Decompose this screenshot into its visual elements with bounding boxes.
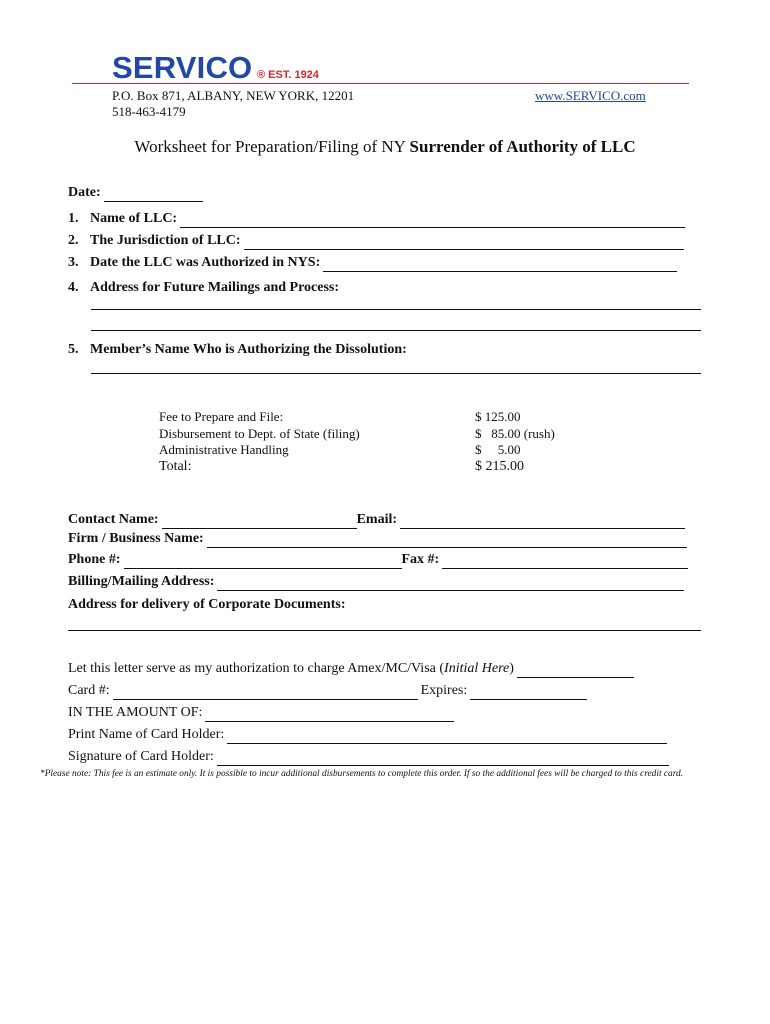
company-address: P.O. Box 871, ALBANY, NEW YORK, 12201 bbox=[112, 88, 355, 103]
delivery-address-field[interactable] bbox=[68, 596, 346, 614]
print-name-input-line[interactable] bbox=[227, 729, 667, 744]
phone-fax-row[interactable] bbox=[68, 551, 688, 569]
firm-name-label: Firm / Business Name: bbox=[68, 531, 204, 546]
card-number-label: Card #: bbox=[68, 683, 110, 698]
contact-name-label: Contact Name: bbox=[68, 512, 159, 527]
q2-number: 2. bbox=[68, 233, 79, 248]
date-label: Date: bbox=[68, 185, 101, 200]
delivery-address-line[interactable] bbox=[68, 630, 701, 631]
q3-number: 3. bbox=[68, 255, 79, 270]
fee-amount-total: $ 215.00 bbox=[475, 459, 524, 474]
amount-input-line[interactable] bbox=[205, 707, 454, 722]
signature-label: Signature of Card Holder: bbox=[68, 749, 214, 764]
amount-row[interactable] bbox=[68, 704, 454, 722]
fee-label-admin: Administrative Handling bbox=[159, 442, 289, 457]
llc-name-label: Name of LLC: bbox=[90, 211, 178, 226]
email-input-line[interactable] bbox=[400, 514, 685, 529]
llc-name-field[interactable] bbox=[68, 210, 685, 228]
delivery-address-label: Address for delivery of Corporate Documents: bbox=[68, 597, 346, 612]
card-number-row[interactable] bbox=[68, 682, 587, 700]
email-label: Email: bbox=[356, 512, 398, 527]
fee-label-disbursement: Disbursement to Dept. of State (filing) bbox=[159, 426, 360, 441]
jurisdiction-field[interactable] bbox=[68, 232, 684, 250]
expires-label: Expires: bbox=[420, 683, 468, 698]
fee-amount-admin: $ 5.00 bbox=[475, 442, 521, 457]
fee-label-total: Total: bbox=[159, 459, 192, 474]
header-divider bbox=[72, 83, 689, 84]
member-name-field[interactable] bbox=[68, 341, 407, 359]
q4-number: 4. bbox=[68, 280, 79, 295]
phone-input-line[interactable] bbox=[124, 554, 402, 569]
title-prefix: Worksheet for Preparation/Filing of NY bbox=[134, 137, 410, 156]
llc-name-input-line[interactable] bbox=[180, 213, 685, 228]
firm-name-field[interactable] bbox=[68, 530, 687, 548]
mailing-address-label: Address for Future Mailings and Process: bbox=[90, 280, 340, 295]
phone-label: Phone #: bbox=[68, 552, 121, 567]
signature-row[interactable] bbox=[68, 748, 669, 766]
billing-address-field[interactable] bbox=[68, 573, 684, 591]
authorized-date-input-line[interactable] bbox=[323, 257, 677, 272]
initial-here-text: Initial Here bbox=[444, 661, 510, 676]
date-field[interactable] bbox=[68, 184, 203, 202]
expires-input-line[interactable] bbox=[470, 685, 587, 700]
amount-label: IN THE AMOUNT OF: bbox=[68, 705, 203, 720]
fee-label-prepare: Fee to Prepare and File: bbox=[159, 409, 284, 424]
print-name-label: Print Name of Card Holder: bbox=[68, 727, 225, 742]
jurisdiction-input-line[interactable] bbox=[244, 235, 684, 250]
mailing-address-line-1[interactable] bbox=[91, 309, 701, 310]
q1-number: 1. bbox=[68, 211, 79, 226]
authorized-date-label: Date the LLC was Authorized in NYS: bbox=[90, 255, 321, 270]
page-title bbox=[0, 136, 770, 158]
website-link[interactable]: www.SERVICO.com bbox=[535, 88, 646, 103]
fee-estimate-note: *Please note: This fee is an estimate only. It is possible to incur additional disbursements to complete this order. If so the additional fees will be charged to this credit card. bbox=[40, 769, 684, 779]
mailing-address-line-2[interactable] bbox=[91, 330, 701, 331]
contact-name-input-line[interactable] bbox=[162, 514, 357, 529]
mailing-address-field[interactable] bbox=[68, 279, 339, 297]
signature-input-line[interactable] bbox=[217, 751, 669, 766]
billing-address-input-line[interactable] bbox=[217, 576, 684, 591]
fax-input-line[interactable] bbox=[442, 554, 688, 569]
card-number-input-line[interactable] bbox=[113, 685, 418, 700]
title-bold: Surrender of Authority of LLC bbox=[409, 137, 636, 156]
member-name-line[interactable] bbox=[91, 373, 701, 374]
initial-input-line[interactable] bbox=[517, 663, 634, 678]
billing-address-label: Billing/Mailing Address: bbox=[68, 574, 215, 589]
print-name-row[interactable] bbox=[68, 726, 667, 744]
company-phone: 518-463-4179 bbox=[112, 104, 186, 119]
contact-email-row[interactable] bbox=[68, 511, 685, 529]
date-input-line[interactable] bbox=[104, 187, 203, 202]
authorized-date-field[interactable] bbox=[68, 254, 677, 272]
firm-name-input-line[interactable] bbox=[207, 533, 687, 548]
member-name-label: Member’s Name Who is Authorizing the Dissolution: bbox=[90, 342, 407, 357]
established-mark: ® EST. 1924 bbox=[257, 69, 319, 81]
fee-amount-prepare: $ 125.00 bbox=[475, 409, 521, 424]
charge-close: ) bbox=[509, 661, 514, 676]
charge-text: Let this letter serve as my authorization to charge Amex/MC/Visa ( bbox=[68, 661, 445, 676]
fax-label: Fax #: bbox=[401, 552, 440, 567]
fee-amount-disbursement: $ 85.00 (rush) bbox=[475, 426, 555, 441]
charge-authorization-row[interactable] bbox=[68, 660, 634, 678]
q5-number: 5. bbox=[68, 342, 79, 357]
servico-logo: SERVICO bbox=[112, 50, 253, 85]
jurisdiction-label: The Jurisdiction of LLC: bbox=[90, 233, 241, 248]
